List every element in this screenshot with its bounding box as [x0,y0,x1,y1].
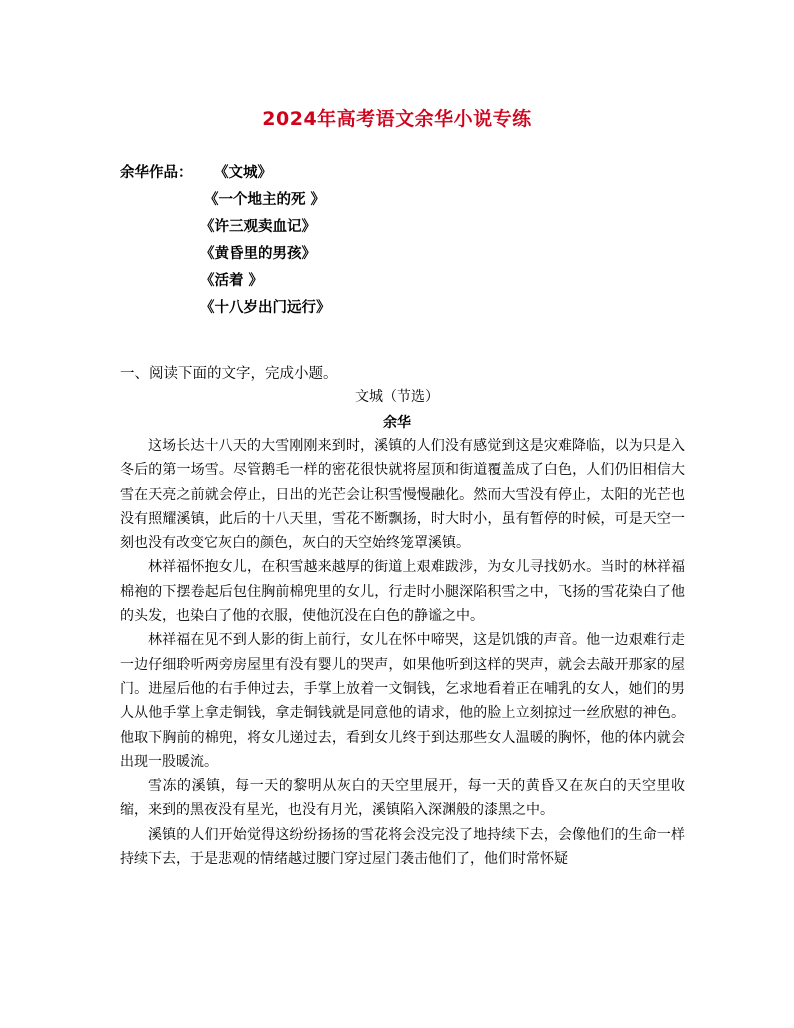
work-title: 《活着 》 [200,273,264,289]
paragraph: 林祥福怀抱女儿，在积雪越来越厚的街道上艰难跋涉，为女儿寻找奶水。当时的林祥福棉袍的下摆卷起后包住胸前棉兜里的女儿，行走时小腿深陷积雪之中，飞扬的雪花染白了他的头发，也染白了他的衣服，使他沉没在白色的静谧之中。 [120,559,685,625]
work-title: 《许三观卖血记》 [200,219,316,235]
paragraph: 这场长达十八天的大雪刚刚来到时，溪镇的人们没有感觉到这是灾难降临，以为只是入冬后的第一场雪。尽管鹅毛一样的密花很快就将屋顶和街道覆盖成了白色，人们仍旧相信大雪在天亮之前就会停止，日出的光芒会让积雪慢慢融化。然而大雪没有停止，太阳的光芒也没有照耀溪镇，此后的十八天里，雪花不断飘扬，时大时小，虽有暂停的时候，可是天空一刻也没有改变它灰白的颜色，灰白的天空始终笼罩溪镇。 [120,438,685,552]
work-title: 《十八岁出门远行》 [200,300,331,316]
paragraph: 溪镇的人们开始觉得这纷纷扬扬的雪花将会没完没了地持续下去，会像他们的生命一样持续下去，于是悲观的情绪越过腰门穿过屋门袭击他们了，他们时常怀疑 [120,826,685,868]
paragraph: 雪冻的溪镇，每一天的黎明从灰白的天空里展开，每一天的黄昏又在灰白的天空里收缩，来到的黑夜没有星光，也没有月光，溪镇陷入深渊般的漆黑之中。 [120,778,685,819]
work-title: 《黄昏里的男孩》 [200,246,316,262]
question-heading: 一、阅读下面的文字，完成小题。 [120,366,338,382]
passage-title: 文城（节选） [355,389,439,405]
passage-body [120,434,685,871]
paragraph: 林祥福在见不到人影的街上前行，女儿在怀中啼哭，这是饥饿的声音。他一边艰难行走一边仔细聆听两旁房屋里有没有婴儿的哭声，如果他听到这样的哭声，就会去敲开那家的屋门。进屋后他的右手伸过去，手掌上放着一文铜钱，乞求地看着正在哺乳的女人，她们的男人从他手掌上拿走铜钱，拿走铜钱就是同意他的请求，他的脸上立刻掠过一丝欣慰的神色。他取下胸前的棉兜，将女儿递过去，看到女儿终于到达那些女人温暖的胸怀，他的体内就会出现一股暖流。 [120,632,685,770]
passage-author: 余华 [383,415,411,431]
work-title: 《一个地主的死 》 [204,192,326,208]
document-title: 2024年高考语文余华小说专练 [262,108,532,130]
work-title: 《文城》 [214,165,272,181]
works-label: 余华作品： [120,165,193,181]
